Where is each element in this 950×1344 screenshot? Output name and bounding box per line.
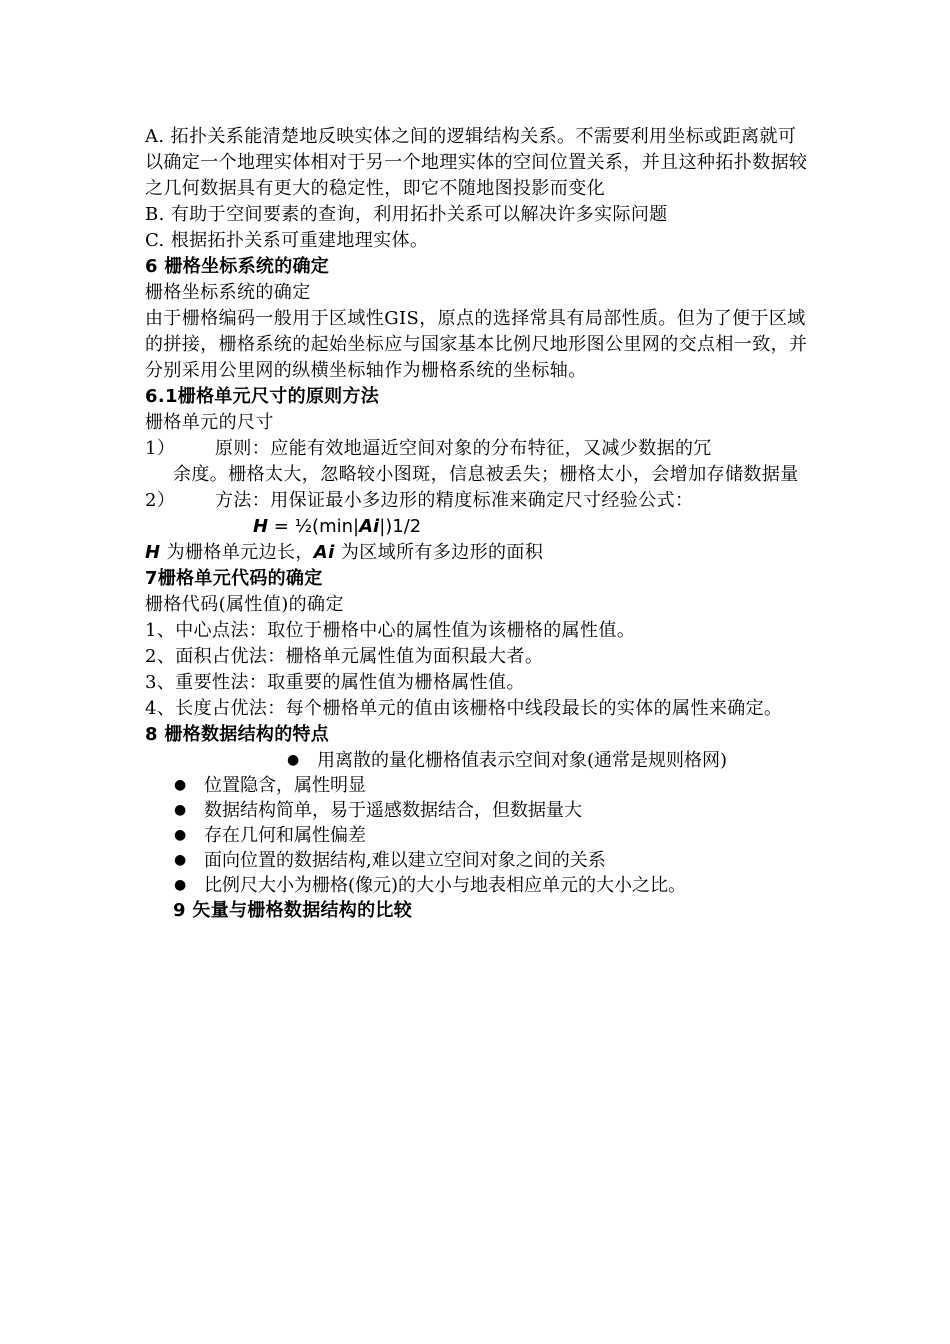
method-4: 4、长度占优法：每个栅格单元的值由该栅格中线段最长的实体的属性来确定。 <box>145 698 783 719</box>
formula-mid: = ½(min| <box>268 516 360 537</box>
item-text: 方法：用保证最小多边形的精度标准来确定尺寸经验公式： <box>215 490 694 511</box>
numbered-item-1 <box>145 436 810 488</box>
formula-h: H <box>253 516 269 537</box>
subheading-7: 栅格代码(属性值)的确定 <box>145 594 344 615</box>
heading-9: 9 矢量与栅格数据结构的比较 <box>173 900 412 921</box>
method-1: 1、中心点法：取位于栅格中心的属性值为该栅格的属性值。 <box>145 620 636 641</box>
formula-end: |)1/2 <box>379 516 422 537</box>
heading-6-1: 6.1栅格单元尺寸的原则方法 <box>145 386 380 407</box>
heading-8: 8 栅格数据结构的特点 <box>145 724 330 745</box>
formula-definition <box>145 540 810 566</box>
bullet-text: 位置隐含，属性明显 <box>204 775 366 796</box>
bullet-text: 数据结构简单，易于遥感数据结合，但数据量大 <box>204 800 582 821</box>
method-2: 2、面积占优法：栅格单元属性值为面积最大者。 <box>145 646 544 667</box>
method-3: 3、重要性法：取重要的属性值为栅格属性值。 <box>145 672 525 693</box>
bullet-icon: ● <box>174 877 187 893</box>
bullet-item <box>174 773 810 798</box>
def-mid: 为栅格单元边长， <box>160 542 314 563</box>
formula <box>145 514 810 540</box>
numbered-item-2 <box>145 488 810 514</box>
formula-ai: Ai <box>359 516 380 537</box>
bullet-icon: ● <box>174 777 187 793</box>
paragraph-6: 由于栅格编码一般用于区域性GIS，原点的选择常具有局部性质。但为了便于区域的拼接，栅格系统的起始坐标应与国家基本比例尺地形图公里网的交点相一致，并分别采用公里网的纵横坐标轴作为栅格系统的坐标轴。 <box>145 308 808 381</box>
def-ai: Ai <box>313 542 335 563</box>
bullet-item <box>174 798 810 823</box>
paragraph-b: B. 有助于空间要素的查询，利用拓扑关系可以解决许多实际问题 <box>145 204 668 225</box>
item-text-continuation: 余度。栅格太大，忽略较小图斑，信息被丢失；栅格太小，会增加存储数据量 <box>173 464 799 485</box>
heading-6: 6 栅格坐标系统的确定 <box>145 256 330 277</box>
bullet-item <box>174 823 810 848</box>
bullet-icon: ● <box>174 852 187 868</box>
bullet-icon: ● <box>174 827 187 843</box>
paragraph-c: C. 根据拓扑关系可重建地理实体。 <box>145 230 429 251</box>
bullet-text: 比例尺大小为栅格(像元)的大小与地表相应单元的大小之比。 <box>204 875 687 896</box>
item-number: 2） <box>145 490 176 511</box>
bullet-text: 用离散的量化栅格值表示空间对象(通常是规则格网) <box>317 750 728 771</box>
bullet-icon: ● <box>174 802 187 818</box>
def-end: 为区域所有多边形的面积 <box>334 542 544 563</box>
subheading-6: 栅格坐标系统的确定 <box>145 282 311 303</box>
bullet-text: 存在几何和属性偏差 <box>204 825 366 846</box>
bullet-item <box>174 873 810 898</box>
subheading-6-1: 栅格单元的尺寸 <box>145 412 274 433</box>
heading-7: 7栅格单元代码的确定 <box>145 568 323 589</box>
bullet-icon: ● <box>287 752 300 768</box>
item-number: 1） <box>145 438 176 459</box>
bullet-item <box>287 748 810 773</box>
paragraph-a: A. 拓扑关系能清楚地反映实体之间的逻辑结构关系。不需要利用坐标或距离就可以确定一个地理实体相对于另一个地理实体的空间位置关系，并且这种拓扑数据较之几何数据具有更大的稳定性，即它不随地图投影而变化 <box>145 126 808 199</box>
item-text-first-line: 原则：应能有效地逼近空间对象的分布特征，又减少数据的冗 <box>215 438 712 459</box>
def-h: H <box>145 542 161 563</box>
bullet-item <box>174 848 810 873</box>
document-page <box>145 124 810 924</box>
bullet-text: 面向位置的数据结构,难以建立空间对象之间的关系 <box>204 850 606 871</box>
